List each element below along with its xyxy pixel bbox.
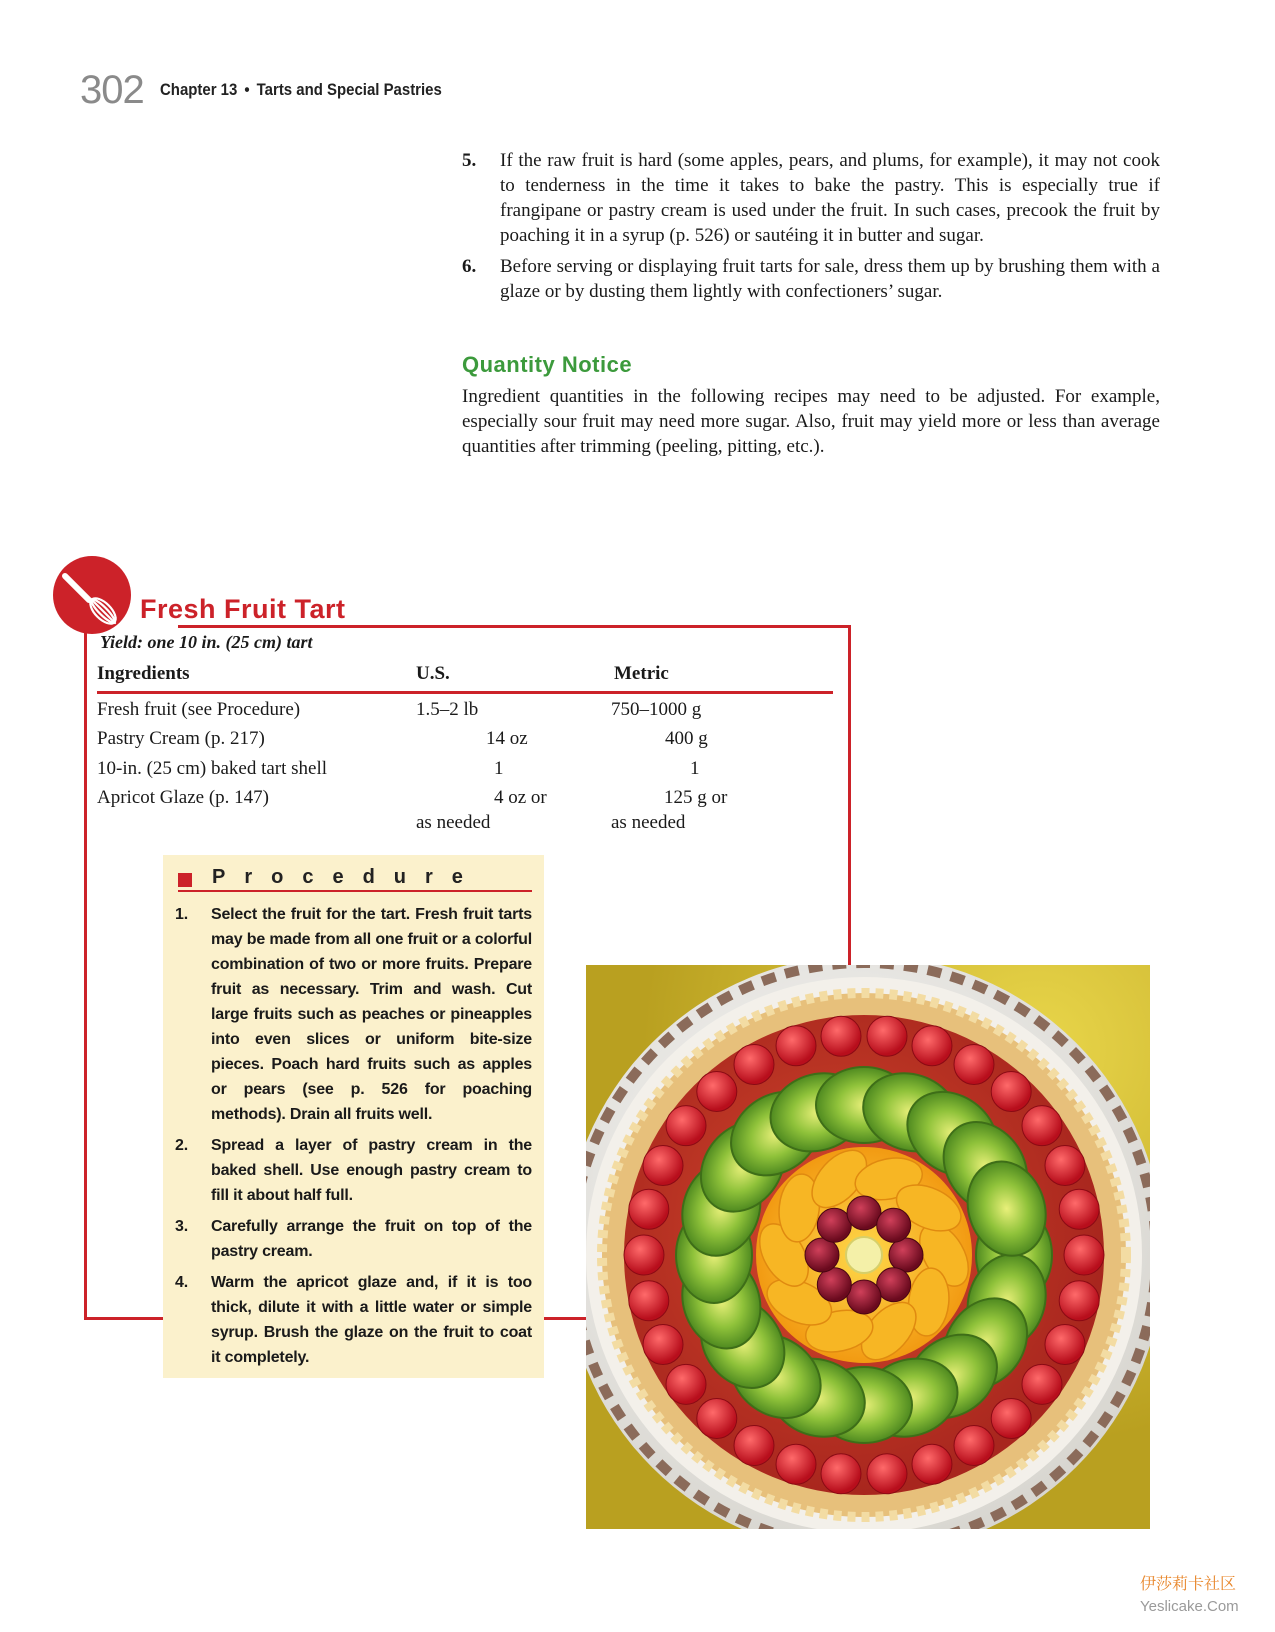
- raspberry: [991, 1398, 1031, 1438]
- watermark-cn: 伊莎莉卡社区: [1140, 1574, 1237, 1593]
- raspberry: [697, 1398, 737, 1438]
- metric-header: Metric: [614, 663, 669, 684]
- grape: [805, 1238, 839, 1272]
- raspberry: [867, 1454, 907, 1494]
- raspberry: [1059, 1189, 1099, 1229]
- ingredient-metric: 125 g or: [664, 787, 728, 808]
- ingredient-us: 1.5–2 lb: [416, 699, 479, 720]
- procedure-step: [175, 1270, 532, 1370]
- raspberry: [643, 1324, 683, 1364]
- raspberry: [1022, 1106, 1062, 1146]
- raspberry: [954, 1426, 994, 1466]
- raspberry: [1045, 1146, 1085, 1186]
- watermark-en: Yeslicake.Com: [1140, 1598, 1239, 1615]
- recipe-frame-left: [84, 620, 87, 1320]
- raspberry: [1064, 1235, 1104, 1275]
- recipe-frame-right: [848, 625, 851, 965]
- raspberry: [629, 1189, 669, 1229]
- procedure-step: [175, 1133, 532, 1208]
- procedure-step-text: Spread a layer of pastry cream in the baked shell. Use enough pastry cream to fill it about half full.: [211, 1137, 532, 1204]
- procedure-step-number: 1.: [175, 906, 188, 923]
- recipe-yield: Yield: one 10 in. (25 cm) tart: [100, 632, 313, 652]
- raspberry: [1045, 1324, 1085, 1364]
- ingredient-name: 10-in. (25 cm) baked tart shell: [97, 758, 328, 779]
- raspberry: [734, 1044, 774, 1084]
- ingredient-us: 1: [494, 758, 504, 779]
- procedure-list: [175, 902, 532, 1376]
- grape: [889, 1238, 923, 1272]
- raspberry: [666, 1364, 706, 1404]
- raspberry: [697, 1072, 737, 1112]
- raspberry: [954, 1044, 994, 1084]
- grape: [817, 1208, 851, 1242]
- grape: [847, 1280, 881, 1314]
- ingredient-us: 14 oz: [486, 728, 528, 749]
- ingredient-metric-note: as needed: [611, 812, 686, 833]
- procedure-rule: [178, 890, 532, 892]
- raspberry: [776, 1026, 816, 1066]
- ingredient-name: Apricot Glaze (p. 147): [97, 787, 269, 808]
- raspberry: [629, 1281, 669, 1321]
- ingredient-metric: 1: [690, 758, 700, 779]
- procedure-step-number: 2.: [175, 1137, 188, 1154]
- quantity-notice-title: Quantity Notice: [462, 352, 633, 377]
- procedure-step-number: 4.: [175, 1274, 188, 1291]
- list-item-number: 6.: [462, 256, 477, 277]
- whisk-icon: [53, 556, 131, 634]
- raspberry: [1022, 1364, 1062, 1404]
- ingredient-metric: 400 g: [665, 728, 708, 749]
- grape: [847, 1196, 881, 1230]
- grape: [877, 1268, 911, 1302]
- quantity-notice-text: Ingredient quantities in the following recipes may need to be adjusted. For example, especially sour fruit may need more sugar. Also, fruit may yield more or less than average quantities after trimming (peeling, pitting, etc.).: [462, 386, 1160, 457]
- raspberry: [624, 1235, 664, 1275]
- ingredient-us: 4 oz or: [494, 787, 547, 808]
- recipe-badge: [53, 556, 131, 634]
- raspberry: [821, 1016, 861, 1056]
- raspberry: [776, 1444, 816, 1484]
- procedure-step: [175, 1214, 532, 1264]
- us-header: U.S.: [416, 663, 450, 684]
- recipe-title: Fresh Fruit Tart: [140, 594, 346, 624]
- body-list: [462, 148, 1160, 310]
- list-item: [462, 254, 1160, 304]
- raspberry: [734, 1426, 774, 1466]
- fruit-tart-photo: [586, 965, 1150, 1529]
- procedure-step-text: Select the fruit for the tart. Fresh fruit tarts may be made from all one fruit or a colorful combination of two or more fruits. Prepare fruit as necessary. Trim and wash. Cut large fruits such as peaches or pineapples into even slices or uniform bite-size pieces. Poach hard fruits such as apples or pears (see p. 526 for poaching methods). Drain all fruits well.: [211, 906, 532, 1123]
- chapter-title: Tarts and Special Pastries: [256, 80, 442, 99]
- bullet-separator: •: [244, 80, 250, 99]
- fruit-tart-illustration: [586, 965, 1150, 1529]
- raspberry: [991, 1072, 1031, 1112]
- list-item-text: Before serving or displaying fruit tarts for sale, dress them up by brushing them with a glaze or by dusting them lightly with confectioners’ sugar.: [500, 256, 1160, 302]
- ingredients-header: Ingredients: [97, 663, 190, 684]
- procedure-marker: [178, 873, 192, 887]
- running-head: [160, 80, 442, 100]
- ingredient-metric: 750–1000 g: [611, 699, 702, 720]
- raspberry: [867, 1016, 907, 1056]
- procedure-step-text: Carefully arrange the fruit on top of the pastry cream.: [211, 1218, 532, 1260]
- raspberry: [666, 1106, 706, 1146]
- procedure-title: Procedure: [212, 866, 482, 888]
- ingredient-name: Fresh fruit (see Procedure): [97, 699, 301, 720]
- list-item-text: If the raw fruit is hard (some apples, pears, and plums, for example), it may not cook to tenderness in the time it takes to bake the pastry. This is especially true if frangipane or pastry cream is used under the fruit. In such cases, precook the fruit by poaching it in a syrup (p. 526) or sautéing it in butter and sugar.: [500, 150, 1160, 246]
- grape: [817, 1268, 851, 1302]
- grape: [877, 1208, 911, 1242]
- ingredients-rule: [97, 691, 833, 694]
- ingredient-name: Pastry Cream (p. 217): [97, 728, 265, 749]
- page-number: 302: [80, 68, 144, 112]
- ingredient-us-note: as needed: [416, 812, 491, 833]
- raspberry: [912, 1444, 952, 1484]
- procedure-step: [175, 902, 532, 1127]
- procedure-step-text: Warm the apricot glaze and, if it is too thick, dilute it with a little water or simple syrup. Brush the glaze on the fruit to coat it completely.: [211, 1274, 532, 1366]
- chapter-label: Chapter 13: [160, 80, 238, 99]
- raspberry: [912, 1026, 952, 1066]
- list-item: [462, 148, 1160, 248]
- recipe-frame-top: [178, 625, 850, 628]
- list-item-number: 5.: [462, 150, 477, 171]
- procedure-step-number: 3.: [175, 1218, 188, 1235]
- raspberry: [1059, 1281, 1099, 1321]
- raspberry: [643, 1146, 683, 1186]
- raspberry: [821, 1454, 861, 1494]
